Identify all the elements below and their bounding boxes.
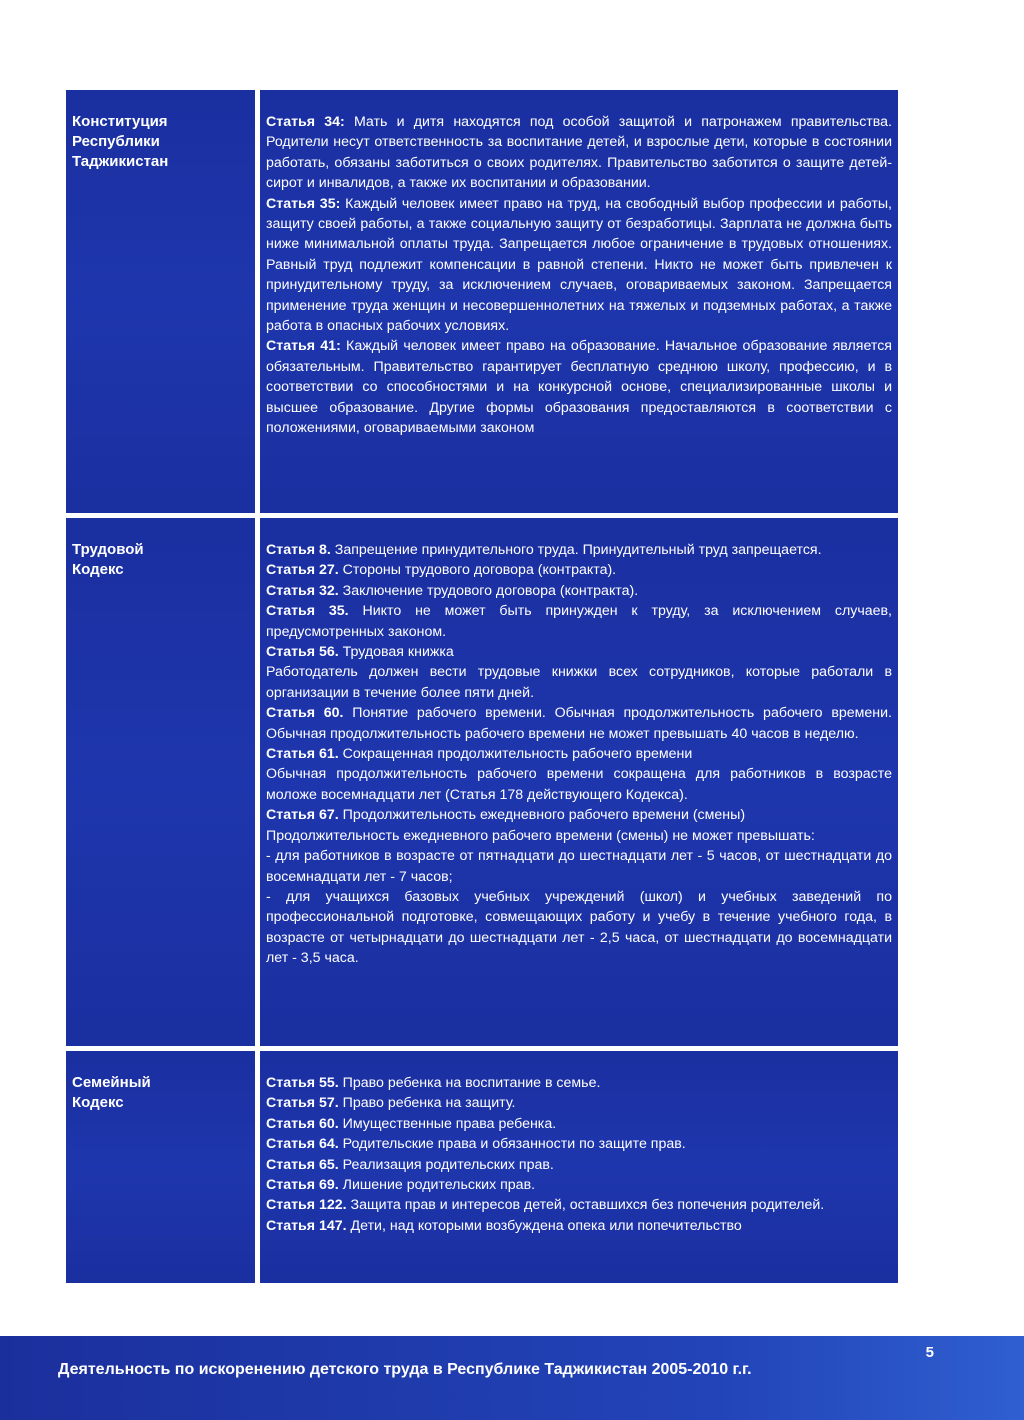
- article-paragraph: [266, 662, 892, 703]
- article-paragraph: [266, 887, 892, 969]
- section-label: [66, 518, 255, 1046]
- article-number: Статья 69.: [266, 1177, 339, 1194]
- article-text: Лишение родительских прав.: [338, 1177, 536, 1194]
- article-text: - для работников в возрасте от пятнадцати до шестнадцати лет - 5 часов, от шестнадцати до восемнадцати лет - 7 часов;: [266, 848, 892, 885]
- section-label-line: Кодекс: [72, 1094, 124, 1111]
- article-paragraph: [266, 1175, 892, 1195]
- article-number: Статья 32.: [266, 582, 339, 599]
- section-content: [260, 90, 898, 513]
- article-number: Статья 67.: [266, 807, 339, 824]
- article-number: Статья 147.: [266, 1217, 347, 1234]
- section-label-line: Республики: [72, 133, 160, 150]
- article-paragraph: [266, 1216, 892, 1236]
- page-number: 5: [925, 1344, 934, 1361]
- article-text: Стороны трудового договора (контракта).: [338, 562, 617, 579]
- article-text: Мать и дитя находятся под особой защитой и патронажем правительства. Родители несут ответственность за воспитание детей, и взрослые дети, которые в состоянии работать, обязаны заботиться о своих родителях. Правительство заботится о защите детей-сирот и инвалидов, а также их воспитании и образовании.: [266, 114, 892, 192]
- article-paragraph: [266, 1195, 892, 1215]
- article-text: Каждый человек имеет право на труд, на свободный выбор профессии и работы, защиту своей работы, а также социальную защиту от безработицы. Зарплата не должна быть ниже минимальной оплаты труда. Запрещается любое ограничение в трудовых отношениях. Равный труд подлежит компенсации в равной степени. Никто не может быть привлечен к принудительному труду, за исключением случаев, оговариваемых законом. Запрещается применение труда женщин и несовершеннолетних на тяжелых и подземных работах, а также работа в опасных рабочих условиях.: [266, 195, 892, 335]
- section-row-labor-code: [66, 518, 898, 1046]
- article-text: Дети, над которыми возбуждена опека или попечительство: [346, 1217, 742, 1234]
- footer-title: Деятельность по искоренению детского труда в Республике Таджикистан 2005-2010 г.г.: [58, 1361, 752, 1378]
- article-paragraph: [266, 601, 892, 642]
- article-paragraph: [266, 846, 892, 887]
- article-paragraph: [266, 805, 892, 825]
- article-number: Статья 60.: [266, 1115, 339, 1132]
- article-paragraph: [266, 703, 892, 744]
- article-number: Статья 34:: [266, 114, 345, 130]
- article-number: Статья 57.: [266, 1095, 339, 1112]
- section-label: [66, 90, 255, 513]
- article-text: Работодатель должен вести трудовые книжки всех сотрудников, которые работали в организации в течение более пяти дней.: [266, 664, 892, 701]
- article-paragraph: [266, 560, 892, 580]
- section-label-line: Конституция: [72, 113, 168, 130]
- article-text: Понятие рабочего времени. Обычная продолжительность рабочего времени. Обычная продолжительность рабочего времени не может превышать 40 часов в неделю.: [266, 705, 892, 742]
- article-paragraph: [266, 1114, 892, 1134]
- article-text: Право ребенка на защиту.: [338, 1095, 516, 1112]
- article-paragraph: [266, 744, 892, 764]
- article-paragraph: [266, 194, 892, 337]
- article-number: Статья 65.: [266, 1156, 339, 1173]
- article-paragraph: [266, 1155, 892, 1175]
- article-text: Право ребенка на воспитание в семье.: [338, 1075, 601, 1091]
- article-text: Сокращенная продолжительность рабочего времени: [338, 746, 693, 763]
- page-footer: [0, 1336, 1024, 1420]
- article-number: Статья 60.: [266, 705, 344, 722]
- article-number: Статья 35:: [266, 195, 341, 212]
- section-label-line: Трудовой: [72, 541, 144, 558]
- article-paragraph: [266, 642, 892, 662]
- section-row-constitution: [66, 90, 898, 513]
- article-text: Обычная продолжительность рабочего времени сокращена для работников в возрасте моложе восемнадцати лет (Статья 178 действующего Кодекса).: [266, 766, 892, 803]
- article-text: - для учащихся базовых учебных учреждений (школ) и учебных заведений по профессиональной подготовке, совмещающих работу и учебу в течение учебного года, в возрасте от четырнадцати до шестнадцати лет - 2,5 часа, от шестнадцати до восемнадцати лет - 3,5 часа.: [266, 888, 892, 967]
- article-text: Никто не может быть принужден к труду, за исключением случаев, предусмотренных законом.: [266, 603, 892, 640]
- article-text: Имущественные права ребенка.: [338, 1115, 557, 1132]
- article-text: Продолжительность ежедневного рабочего времени (смены): [338, 807, 746, 824]
- article-paragraph: [266, 336, 892, 438]
- article-text: Реализация родительских прав.: [338, 1156, 554, 1173]
- article-text: Защита прав и интересов детей, оставшихся без попечения родителей.: [346, 1197, 825, 1214]
- article-paragraph: [266, 540, 892, 560]
- article-paragraph: [266, 1073, 892, 1093]
- section-content: [260, 518, 898, 1046]
- article-number: Статья 41:: [266, 338, 341, 355]
- article-text: Каждый человек имеет право на образование. Начальное образование является обязательным. Правительство гарантирует бесплатную среднюю школу, профессию, и в соответствии со способностями и на конкурсной основе, специализированные школы и высшее образование. Другие формы образования предоставляются в соответствии с положениями, оговариваемыми законом: [266, 338, 892, 437]
- article-paragraph: [266, 1093, 892, 1113]
- article-number: Статья 8.: [266, 542, 331, 558]
- article-number: Статья 64.: [266, 1136, 339, 1153]
- article-number: Статья 35.: [266, 603, 349, 620]
- section-label-line: Таджикистан: [72, 153, 169, 170]
- article-text: Продолжительность ежедневного рабочего времени (смены) не может превышать:: [266, 827, 815, 844]
- section-label-line: Кодекс: [72, 561, 124, 578]
- article-number: Статья 122.: [266, 1197, 347, 1214]
- article-text: Запрещение принудительного труда. Принудительный труд запрещается.: [330, 542, 822, 558]
- article-paragraph: [266, 826, 892, 846]
- article-text: Заключение трудового договора (контракта).: [338, 582, 639, 599]
- article-paragraph: [266, 1134, 892, 1154]
- article-number: Статья 56.: [266, 644, 339, 661]
- article-number: Статья 61.: [266, 746, 339, 763]
- section-row-family-code: [66, 1051, 898, 1283]
- article-number: Статья 55.: [266, 1075, 339, 1091]
- article-paragraph: [266, 764, 892, 805]
- article-text: Родительские права и обязанности по защите прав.: [338, 1136, 686, 1153]
- article-text: Трудовая книжка: [338, 644, 454, 661]
- section-label-line: Семейный: [72, 1074, 151, 1091]
- article-paragraph: [266, 581, 892, 601]
- section-content: [260, 1051, 898, 1283]
- article-number: Статья 27.: [266, 562, 339, 579]
- article-paragraph: [266, 112, 892, 194]
- legislation-table: [66, 90, 898, 1283]
- section-label: [66, 1051, 255, 1283]
